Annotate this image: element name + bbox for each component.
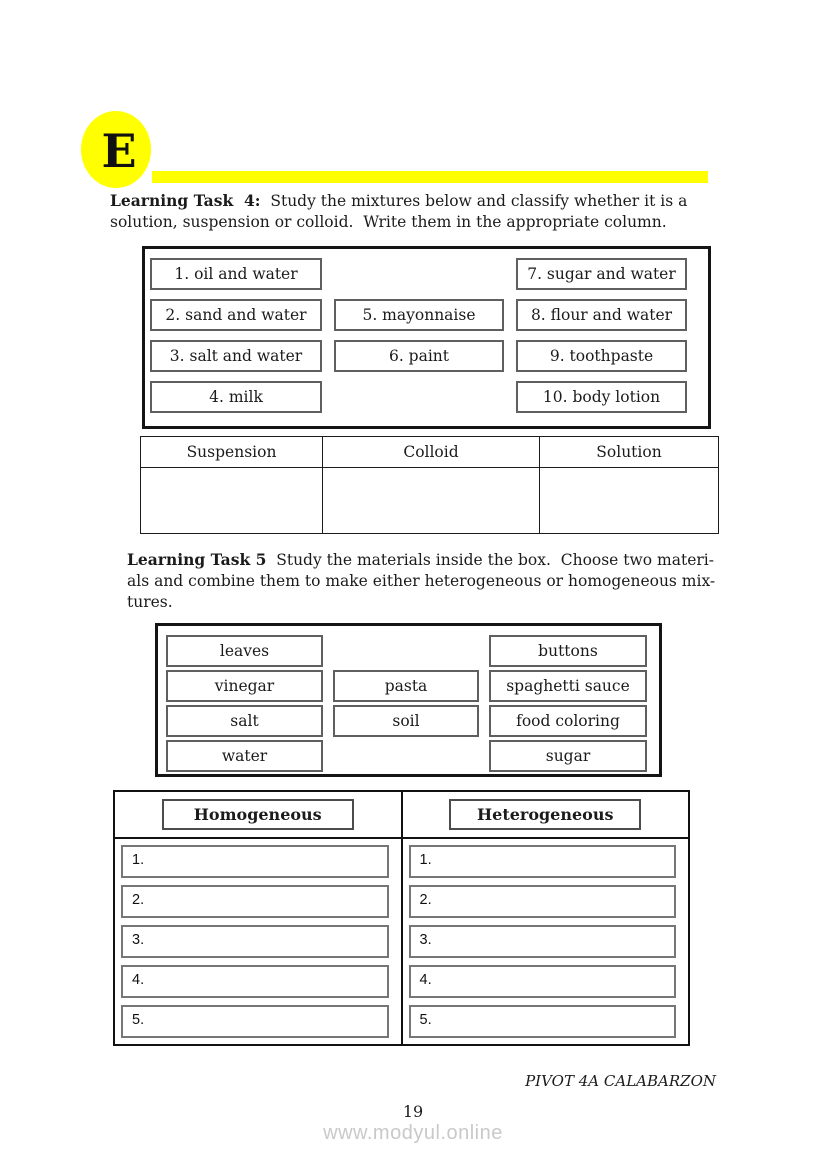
homogeneous-answer-2[interactable]: 2. xyxy=(121,885,389,918)
material-buttons: buttons xyxy=(489,635,647,667)
material-soil: soil xyxy=(333,705,479,737)
header-colloid: Colloid xyxy=(323,437,540,468)
task4-label: Learning Task 4: xyxy=(110,191,261,210)
mixture-item-6: 6. paint xyxy=(334,340,504,372)
heterogeneous-answer-1[interactable]: 1. xyxy=(409,845,677,878)
header-heterogeneous: Heterogeneous xyxy=(449,799,641,830)
task5-label: Learning Task 5 xyxy=(127,550,267,569)
material-vinegar: vinegar xyxy=(166,670,323,702)
task5-materials-box xyxy=(155,623,662,777)
section-badge-letter: E xyxy=(101,123,137,178)
task4-text-2: solution, suspension or colloid. Write them in the appropriate column. xyxy=(110,213,667,231)
heterogeneous-header-cell xyxy=(403,792,689,839)
heterogeneous-answer-4[interactable]: 4. xyxy=(409,965,677,998)
mixture-item-2: 2. sand and water xyxy=(150,299,322,331)
material-spaghetti-sauce: spaghetti sauce xyxy=(489,670,647,702)
homogeneous-answer-1[interactable]: 1. xyxy=(121,845,389,878)
material-sugar: sugar xyxy=(489,740,647,772)
mixture-item-5: 5. mayonnaise xyxy=(334,299,504,331)
homogeneous-answer-5[interactable]: 5. xyxy=(121,1005,389,1038)
material-food-coloring: food coloring xyxy=(489,705,647,737)
header-suspension: Suspension xyxy=(141,437,323,468)
task5-text-2: als and combine them to make either heterogeneous or homogeneous mix- xyxy=(127,572,716,590)
task5-text-3: tures. xyxy=(127,593,173,611)
mixture-item-8: 8. flour and water xyxy=(516,299,687,331)
footer-brand: PIVOT 4A CALABARZON xyxy=(525,1072,716,1090)
header-homogeneous: Homogeneous xyxy=(162,799,354,830)
yellow-accent-bar xyxy=(152,171,708,183)
homogeneous-column xyxy=(115,792,403,1044)
homogeneous-answers xyxy=(115,839,401,1045)
classification-answer-row xyxy=(141,468,719,534)
heterogeneous-answers xyxy=(403,839,689,1045)
task4-items-grid xyxy=(145,249,708,413)
material-water: water xyxy=(166,740,323,772)
material-leaves: leaves xyxy=(166,635,323,667)
mixture-item-3: 3. salt and water xyxy=(150,340,322,372)
mixture-item-7: 7. sugar and water xyxy=(516,258,687,290)
task4-text-1: Study the mixtures below and classify whether it is a xyxy=(260,192,688,210)
task5-instructions xyxy=(127,549,715,613)
task4-items-box xyxy=(142,246,711,429)
homogeneous-answer-4[interactable]: 4. xyxy=(121,965,389,998)
task5-instructions-line1 xyxy=(127,549,715,571)
section-badge xyxy=(81,111,151,188)
mixture-item-10: 10. body lotion xyxy=(516,381,687,413)
mixture-item-4: 4. milk xyxy=(150,381,322,413)
homogeneous-header-cell xyxy=(115,792,401,839)
homogeneous-answer-3[interactable]: 3. xyxy=(121,925,389,958)
header-solution: Solution xyxy=(540,437,719,468)
heterogeneous-column xyxy=(403,792,689,1044)
colloid-answer-cell[interactable] xyxy=(323,468,540,534)
suspension-answer-cell[interactable] xyxy=(141,468,323,534)
mixtures-answer-table xyxy=(113,790,690,1046)
task5-text-1: Study the materials inside the box. Choose two materi- xyxy=(266,551,714,569)
classification-table xyxy=(140,436,719,534)
classification-header-row xyxy=(141,437,719,468)
solution-answer-cell[interactable] xyxy=(540,468,719,534)
material-pasta: pasta xyxy=(333,670,479,702)
task5-materials-grid xyxy=(158,626,659,772)
task4-instructions-line1 xyxy=(110,190,687,212)
heterogeneous-answer-3[interactable]: 3. xyxy=(409,925,677,958)
heterogeneous-answer-5[interactable]: 5. xyxy=(409,1005,677,1038)
page-number: 19 xyxy=(402,1102,424,1121)
heterogeneous-answer-2[interactable]: 2. xyxy=(409,885,677,918)
mixture-item-1: 1. oil and water xyxy=(150,258,322,290)
material-salt: salt xyxy=(166,705,323,737)
mixture-item-9: 9. toothpaste xyxy=(516,340,687,372)
task4-instructions xyxy=(110,190,687,233)
watermark-text: www.modyul.online xyxy=(323,1122,503,1144)
